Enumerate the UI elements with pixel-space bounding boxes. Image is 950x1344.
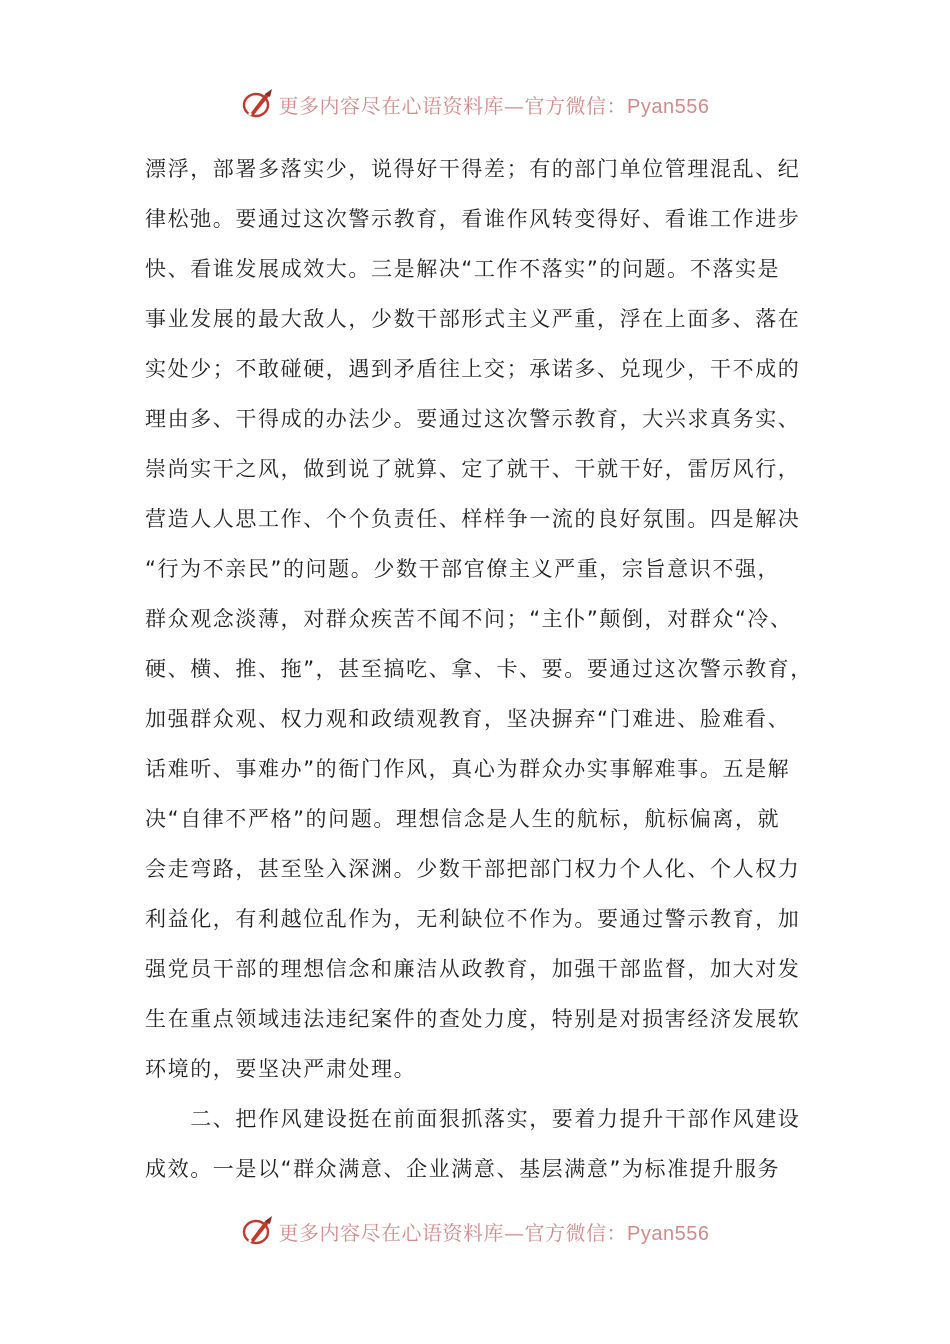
text-line: 理由多、干得成的办法少。要通过这次警示教育，大兴求真务实、: [145, 407, 801, 431]
text-line: 生在重点领域违法违纪案件的查处力度，特别是对损害经济发展软: [145, 1007, 801, 1031]
banner-text: 更多内容尽在心语资料库—官方微信：Pyan556: [278, 93, 710, 118]
text-line: 利益化，有利越位乱作为，无利缺位不作为。要通过警示教育，加: [145, 907, 801, 931]
text-line: 成效。一是以“群众满意、企业满意、基层满意”为标准提升服务: [145, 1157, 781, 1181]
text-line: 强党员干部的理想信念和廉洁从政教育，加强干部监督，加大对发: [145, 957, 801, 981]
text-line: 营造人人思工作、个个负责任、样样争一流的良好氛围。四是解决: [145, 507, 801, 531]
document-body: [145, 149, 835, 1199]
text-line: 硬、横、推、拖”，甚至搞吃、拿、卡、要。要通过这次警示教育，: [145, 657, 813, 681]
text-line: 群众观念淡薄，对群众疾苦不闻不问；“主仆”颠倒，对群众“冷、: [145, 607, 793, 631]
text-line: 快、看谁发展成效大。三是解决“工作不落实”的问题。不落实是: [145, 257, 781, 281]
banner-text: 更多内容尽在心语资料库—官方微信：Pyan556: [278, 1220, 710, 1245]
text-line: 会走弯路，甚至坠入深渊。少数干部把部门权力个人化、个人权力: [145, 857, 801, 881]
footer-watermark-banner: [0, 1211, 950, 1251]
text-line: 事业发展的最大敌人，少数干部形式主义严重，浮在上面多、落在: [145, 307, 801, 331]
text-line: 律松弛。要通过这次警示教育，看谁作风转变得好、看谁工作进步: [145, 207, 801, 231]
text-line: 环境的，要坚决严肃处理。: [145, 1057, 417, 1081]
text-line: 话难听、事难办”的衙门作风，真心为群众办实事解难事。五是解: [145, 757, 791, 781]
header-watermark-banner: [0, 84, 950, 124]
quill-pen-logo-icon: [241, 87, 275, 121]
text-line: “行为不亲民”的问题。少数干部官僚主义严重，宗旨意识不强，: [145, 557, 781, 581]
text-line: 实处少；不敢碰硬，遇到矛盾往上交；承诺多、兑现少，干不成的: [145, 357, 801, 381]
text-line: 决“自律不严格”的问题。理想信念是人生的航标，航标偏离，就: [145, 807, 781, 831]
paragraph-start-line: 二、把作风建设挺在前面狠抓落实，要着力提升干部作风建设: [145, 1107, 801, 1131]
text-line: 加强群众观、权力观和政绩观教育，坚决摒弃“门难进、脸难看、: [145, 707, 791, 731]
text-line: 漂浮，部署多落实少，说得好干得差；有的部门单位管理混乱、纪: [145, 157, 801, 181]
quill-pen-logo-icon: [241, 1214, 275, 1248]
text-line: 崇尚实干之风，做到说了就算、定了就干、干就干好，雷厉风行，: [145, 457, 801, 481]
